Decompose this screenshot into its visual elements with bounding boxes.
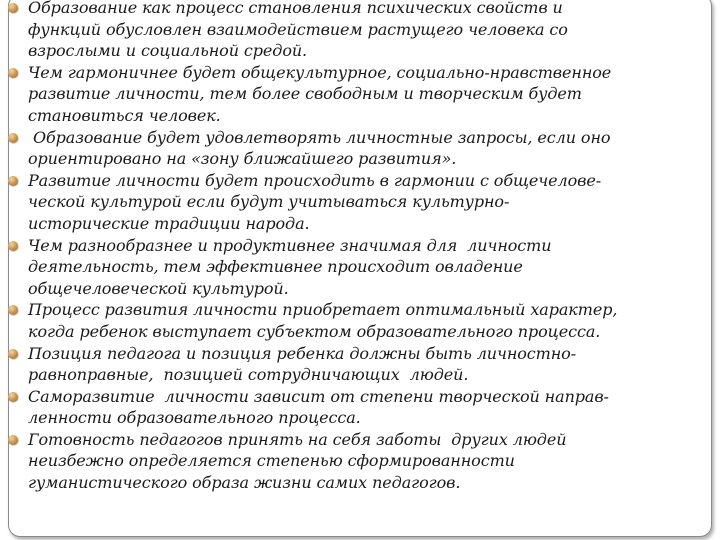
list-item xyxy=(0,235,712,300)
item-line: развитие личности, тем более свободным и творческим будет xyxy=(28,84,582,104)
item-line: становиться человек. xyxy=(28,105,221,125)
item-line: Образование будет удовлетворять личностные запросы, если оно xyxy=(28,127,611,147)
list-item xyxy=(0,429,712,494)
bullet-dot-icon xyxy=(8,392,18,402)
bullet-dot-icon xyxy=(8,176,18,186)
item-line: Чем гармоничнее будет общекультурное, социально-нравственное xyxy=(28,62,612,82)
item-line: функций обусловлен взаимодействием растущего человека со xyxy=(28,19,568,39)
item-line: Готовность педагогов принять на себя заботы других людей xyxy=(28,429,567,449)
item-line: Развитие личности будет происходить в гармонии с общечелове- xyxy=(28,170,602,190)
item-line: Саморазвитие личности зависит от степени творческой направ- xyxy=(28,386,609,406)
bullet-dot-icon xyxy=(8,435,18,445)
bullet-dot-icon xyxy=(8,241,18,251)
list-item xyxy=(0,62,712,127)
item-line: когда ребенок выступает субъектом образовательного процесса. xyxy=(28,321,601,341)
item-line: ленности образовательного процесса. xyxy=(28,408,361,428)
bullet-dot-icon xyxy=(8,349,18,359)
bullet-dot-icon xyxy=(8,3,18,13)
item-line: неизбежно определяется степенью сформированности xyxy=(28,451,515,471)
item-line: общечеловеческой культурой. xyxy=(28,278,289,298)
bullet-dot-icon xyxy=(8,305,18,315)
item-line: равноправные, позицией сотрудничающих людей. xyxy=(28,365,469,385)
item-line: ческой культурой если будут учитываться культурно- xyxy=(28,192,510,212)
list-item xyxy=(0,299,712,342)
list-item xyxy=(0,127,712,170)
item-line: ориентировано на «зону ближайшего развития». xyxy=(28,149,457,169)
item-line: гуманистического образа жизни самих педагогов. xyxy=(28,473,461,493)
list-item xyxy=(0,343,712,386)
item-line: исторические традиции народа. xyxy=(28,213,310,233)
list-item xyxy=(0,386,712,429)
item-line: Позиция педагога и позиция ребенка должны быть личностно- xyxy=(28,343,577,363)
item-line: Образование как процесс становления психических свойств и xyxy=(28,0,563,17)
item-line: взрослыми и социальной средой. xyxy=(28,41,308,61)
item-line: Процесс развития личности приобретает оптимальный характер, xyxy=(28,300,618,320)
list-item xyxy=(0,170,712,235)
item-line: деятельность, тем эффективнее происходит овладение xyxy=(28,257,523,277)
bullet-dot-icon xyxy=(8,68,18,78)
item-line: Чем разнообразнее и продуктивнее значимая для личности xyxy=(28,235,552,255)
bullet-dot-icon xyxy=(8,133,18,143)
list-item xyxy=(0,0,712,62)
